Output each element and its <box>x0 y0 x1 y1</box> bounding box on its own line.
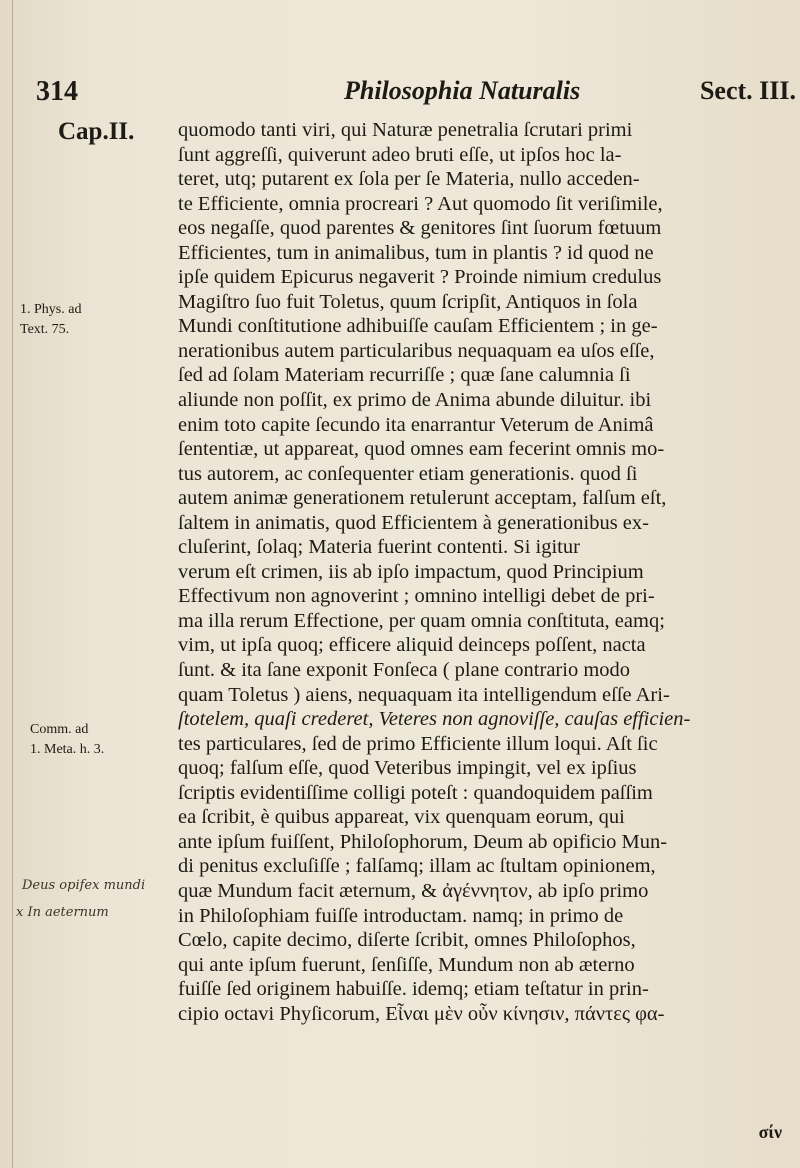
catchword: σίν <box>758 1122 782 1142</box>
text-line: autem animæ generationem retulerunt acceptam, falſum eſt, <box>178 487 667 510</box>
text-line: ipſe quidem Epicurus negaverit ? Proinde nimium credulus <box>178 266 662 289</box>
text-line: verum eſt crimen, iis ab ipſo impactum, quod Principium <box>178 560 644 583</box>
text-line: cipio octavi Phyſicorum, Εἶναι μὲν οὖν κίνησιν, πάντες φα- <box>178 1002 665 1025</box>
text-line: enim toto capite ſecundo ita enarrantur Veterum de Animâ <box>178 413 654 436</box>
page-header <box>36 68 796 108</box>
margin-note-line: Text. 75. <box>20 322 70 337</box>
text-line: Mundi conſtitutione adhibuiſſe cauſam Efficientem ; in ge- <box>178 315 658 338</box>
text-line: tus autorem, ac conſequenter etiam generationis. quod ſi <box>178 462 638 485</box>
text-line: fuiſſe ſed originem habuiſſe. idemq; etiam teſtatur in prin- <box>178 978 649 1001</box>
text-line: nerationibus autem particularibus nequaquam ea uſos eſſe, <box>178 339 655 362</box>
margin-note-metaphysics <box>30 720 160 760</box>
text-line: ſententiæ, ut appareat, quod omnes eam fecerint omnis mo- <box>178 438 665 461</box>
text-line: ſunt. & ita ſane exponit Fonſeca ( plane contrario modo <box>178 659 631 682</box>
handwritten-note: x In aeternum <box>16 905 109 920</box>
section-mark: Sect. III. <box>699 76 796 105</box>
text-line: quæ Mundum facit æternum, & ἀγέννητον, ab ipſo primo <box>178 879 649 902</box>
margin-note-line: 1. Meta. h. 3. <box>30 742 105 757</box>
text-line: ma illa rerum Effectione, per quam omnia conſtituta, eamq; <box>178 609 665 632</box>
text-line: ea ſcribit, è quibus appareat, vix quenquam eorum, qui <box>178 806 625 829</box>
text-line: in Philoſophiam fuiſſe introductam. namq; in primo de <box>178 904 624 927</box>
text-line: Cœlo, capite decimo, diſerte ſcribit, omnes Philoſophos, <box>178 929 636 952</box>
text-line: qui ante ipſum fuerunt, ſenſiſſe, Mundum non ab æterno <box>178 953 635 976</box>
text-line: di penitus excluſiſſe ; falſamq; illam ac ſtultam opinionem, <box>178 855 656 878</box>
text-line: ſcriptis evidentiſſime colligi poteſt : quandoquidem paſſim <box>178 781 653 804</box>
text-line-italic: ſtotelem, quaſi crederet, Veteres non agnoviſſe, cauſas efficien- <box>178 708 691 731</box>
text-line: tes particulares, ſed de primo Efficiente illum loqui. Aſt ſic <box>178 732 658 755</box>
text-line: eos negaſſe, quod parentes & genitores ſint ſuorum fœtuum <box>178 217 662 240</box>
margin-note-line: 1. Phys. ad <box>20 302 82 317</box>
text-line: quoq; falſum eſſe, quod Veteribus impingit, vel ex ipſius <box>178 757 637 780</box>
text-line: quam Toletus ) aiens, nequaquam ita intelligendum eſſe Ari- <box>178 683 670 706</box>
page-number: 314 <box>36 76 78 107</box>
text-line: cluſerint, ſolaq; Materia fuerint contenti. Si igitur <box>178 536 580 559</box>
body-text <box>178 118 788 1026</box>
text-line: quomodo tanti viri, qui Naturæ penetralia ſcrutari primi <box>178 119 633 141</box>
chapter-label: Cap.II. <box>58 118 135 145</box>
text-line: ante ipſum fuiſſent, Philoſophorum, Deum ab opificio Mun- <box>178 830 668 853</box>
text-line: te Efficiente, omnia procreari ? Aut quomodo ſit veriſimile, <box>178 192 663 215</box>
text-line: Efficientes, tum in animalibus, tum in plantis ? id quod ne <box>178 241 654 264</box>
text-line: aliunde non poſſit, ex primo de Anima abunde diluitur. ibi <box>178 389 652 412</box>
text-line: teret, utq; putarent ex ſola per ſe Materia, nullo acceden- <box>178 168 640 191</box>
text-line: vim, ut ipſa quoq; efficere aliquid deinceps poſſent, nacta <box>178 634 646 657</box>
gutter-line <box>12 0 13 1168</box>
margin-note-line: Comm. ad <box>30 722 89 737</box>
text-line: ſunt aggreſſi, quiverunt adeo bruti eſſe, ut ipſos hoc la- <box>178 143 622 166</box>
text-line: Effectivum non agnoverint ; omnino intelligi debet de pri- <box>178 585 655 608</box>
text-line: Magiſtro ſuo fuit Toletus, quum ſcripſit, Antiquos in ſola <box>178 290 638 313</box>
text-line: ſaltem in animatis, quod Efficientem à generationibus ex- <box>178 511 649 534</box>
running-title: Philosophia Naturalis <box>344 76 581 105</box>
text-line: ſed ad ſolam Materiam recurriſſe ; quæ ſane calumnia ſi <box>178 364 631 387</box>
handwritten-note: Deus opifex mundi <box>22 878 146 893</box>
margin-note-physics <box>20 300 160 340</box>
